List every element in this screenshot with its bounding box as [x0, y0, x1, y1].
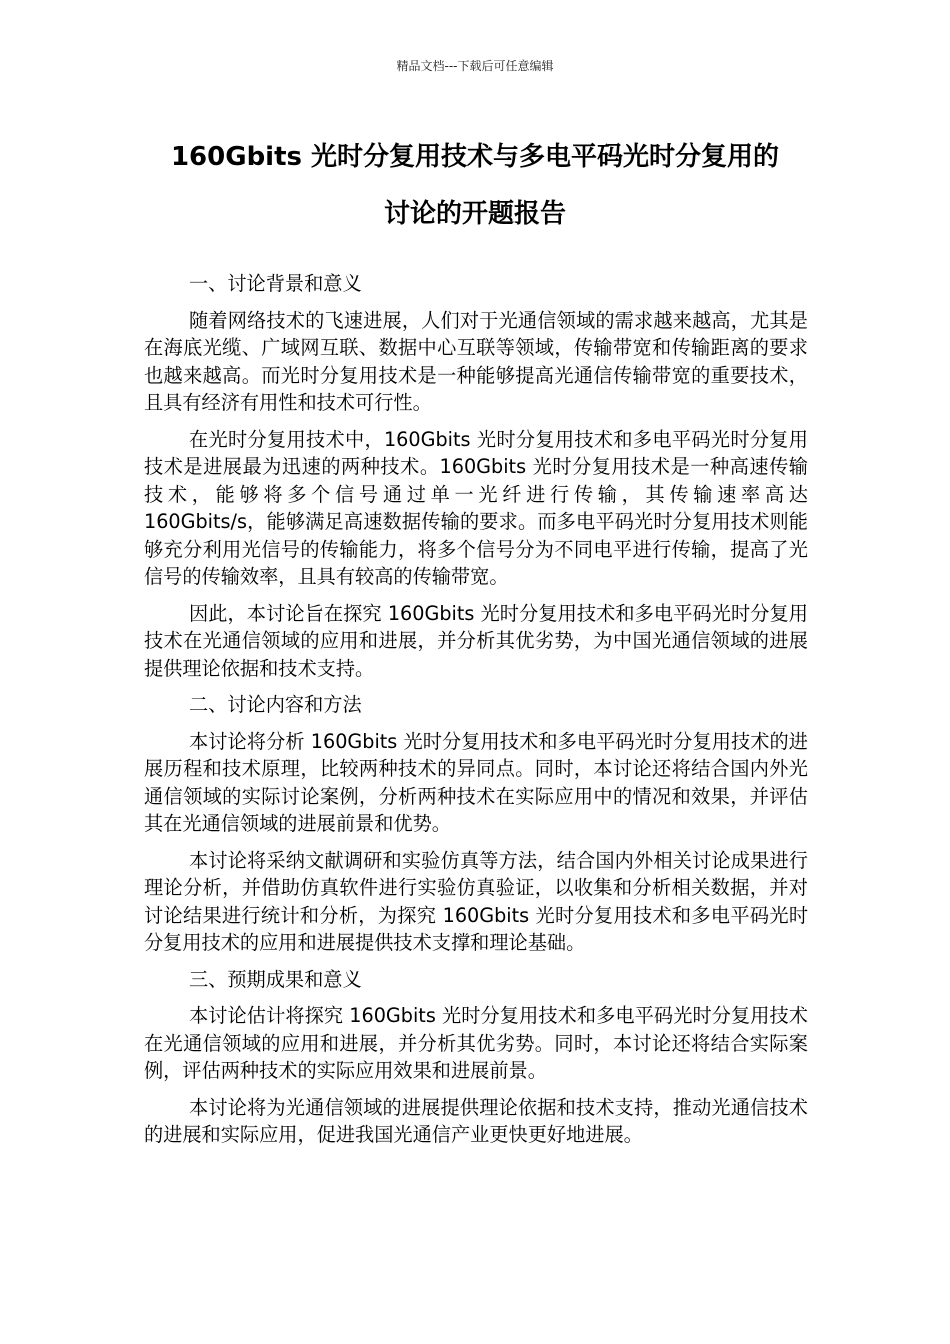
paragraph-background-2: 在光时分复用技术中，160Gbits 光时分复用技术和多电平码光时分复用技术是进展最为迅速的两种技术。160Gbits 光时分复用技术是一种高速传输技术，能够将多个信号通过单一光纤进行传输，其传输速率高达 160Gbits/s，能够满足高速数据传输的要求。而多电平码光时分复用技术则能够充分利用光信号的传输能力，将多个信号分为不同电平进行传输，提高了光信号的传输效率，且具有较高的传输带宽。 [144, 427, 808, 588]
document-title-line-2: 讨论的开题报告 [383, 199, 566, 229]
page-header-note: 精品文档---下载后可任意编辑 [396, 59, 554, 73]
section-heading-background: 一、讨论背景和意义 [189, 272, 362, 295]
paragraph-content-1: 本讨论将分析 160Gbits 光时分复用技术和多电平码光时分复用技术的进展历程和技术原理，比较两种技术的异同点。同时，本讨论还将结合国内外光通信领域的实际讨论案例，分析两种技术在实际应用中的情况和效果，并评估其在光通信领域的进展前景和优势。 [144, 729, 808, 835]
paragraph-content-2: 本讨论将采纳文献调研和实验仿真等方法，结合国内外相关讨论成果进行理论分析，并借助仿真软件进行实验仿真验证，以收集和分析相关数据，并对讨论结果进行统计和分析，为探究 160Gbits 光时分复用技术和多电平码光时分复用技术的应用和进展提供技术支撑和理论基础。 [144, 848, 808, 954]
paragraph-results-1: 本讨论估计将探究 160Gbits 光时分复用技术和多电平码光时分复用技术在光通信领域的应用和进展，并分析其优劣势。同时，本讨论还将结合实际案例，评估两种技术的实际应用效果和进展前景。 [144, 1004, 808, 1082]
document-body [144, 270, 808, 1149]
document-title-line-1: 160Gbits 光时分复用技术与多电平码光时分复用的 [170, 142, 780, 172]
paragraph-background-3: 因此，本讨论旨在探究 160Gbits 光时分复用技术和多电平码光时分复用技术在光通信领域的应用和进展，并分析其优劣势，为中国光通信领域的进展提供理论依据和技术支持。 [144, 601, 808, 680]
paragraph-results-2: 本讨论将为光通信领域的进展提供理论依据和技术支持，推动光通信技术的进展和实际应用，促进我国光通信产业更快更好地进展。 [144, 1095, 808, 1146]
paragraph-background-1: 随着网络技术的飞速进展，人们对于光通信领域的需求越来越高，尤其是在海底光缆、广域网互联、数据中心互联等领域，传输带宽和传输距离的要求也越来越高。而光时分复用技术是一种能够提高光通信传输带宽的重要技术，且具有经济有用性和技术可行性。 [144, 308, 808, 414]
section-heading-expected-results: 三、预期成果和意义 [189, 967, 362, 991]
section-heading-content-methods: 二、讨论内容和方法 [189, 693, 362, 716]
